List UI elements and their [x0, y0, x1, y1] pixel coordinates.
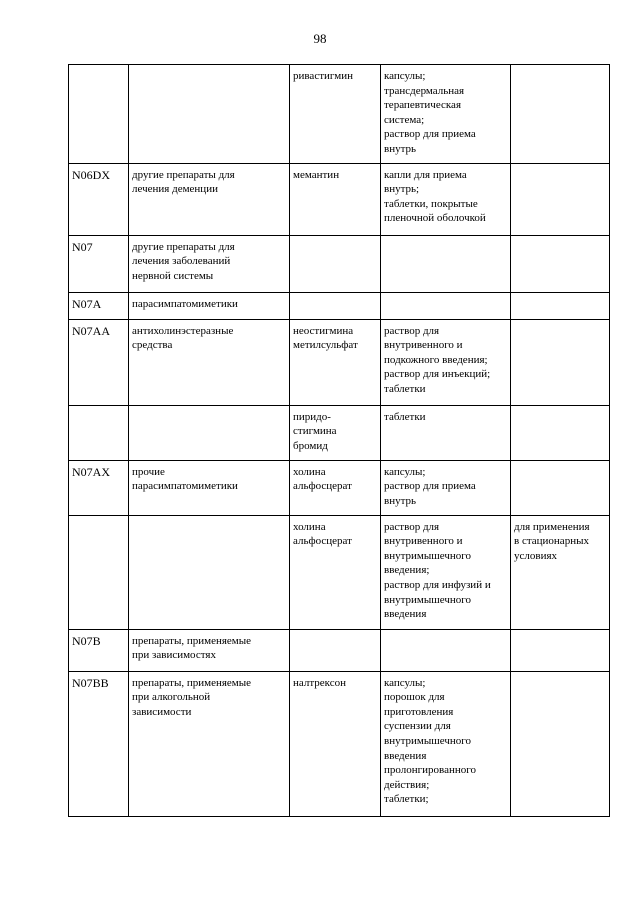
cell-text-line: пленочной оболочкой: [384, 212, 486, 225]
cell-text-line: условиях: [514, 549, 558, 562]
cell-text-line: в стационарных: [514, 535, 589, 548]
cell-text-line: терапевтическая: [384, 99, 461, 112]
cell-text-line: альфосцерат: [293, 480, 352, 493]
cell-text-line: система;: [384, 113, 425, 126]
cell-text-line: неостигмина: [293, 324, 354, 337]
drug-name-cell: [290, 235, 381, 292]
drug-name-cell: [290, 460, 381, 515]
note-cell: [511, 629, 610, 671]
drug-name-cell: [290, 163, 381, 235]
dosage-form-cell: [381, 235, 511, 292]
cell-text-line: порошок для: [384, 691, 445, 704]
dosage-form-cell: [381, 515, 511, 629]
anatomical-group-cell: [129, 235, 290, 292]
table-row: [69, 292, 610, 319]
atc-code-cell: [69, 405, 129, 460]
drug-name-cell: [290, 319, 381, 405]
page-number: 98: [313, 31, 327, 46]
atc-code-cell: [69, 515, 129, 629]
cell-text-line: ривастигмин: [293, 70, 353, 82]
cell-text: N07: [72, 239, 93, 254]
table-row: [69, 460, 610, 515]
cell-text-line: таблетки;: [384, 793, 429, 806]
cell-text-line: холина: [293, 520, 326, 533]
dosage-form-cell: [381, 319, 511, 405]
cell-text-line: внутрь;: [384, 183, 420, 196]
cell-text-line: внутримышечного: [384, 593, 471, 606]
cell-text-line: при зависимостях: [132, 649, 216, 662]
atc-code-cell: [69, 629, 129, 671]
note-cell: [511, 163, 610, 235]
anatomical-group-cell: [129, 671, 290, 816]
cell-text-line: внутримышечного: [384, 734, 471, 747]
atc-code-cell: [69, 671, 129, 816]
atc-code-cell: [69, 235, 129, 292]
cell-text-line: при алкогольной: [132, 691, 211, 704]
drug-name-cell: [290, 292, 381, 319]
cell-text-line: бромид: [293, 439, 328, 452]
drug-name-cell: [290, 515, 381, 629]
cell-text-line: холина: [293, 465, 326, 478]
cell-text-line: налтрексон: [293, 676, 347, 689]
atc-code-cell: [69, 460, 129, 515]
table-row: [69, 629, 610, 671]
atc-code-cell: [69, 65, 129, 164]
cell-text-line: внутримышечного: [384, 549, 471, 562]
dosage-form-cell: [381, 163, 511, 235]
cell-text-line: капсулы;: [384, 70, 426, 82]
medicines-table: [68, 64, 610, 817]
table-row: [69, 65, 610, 164]
atc-code-cell: [69, 292, 129, 319]
anatomical-group-cell: [129, 65, 290, 164]
cell-text-line: парасимпатомиметики: [132, 480, 238, 493]
atc-code-cell: [69, 319, 129, 405]
cell-text-line: капсулы;: [384, 676, 426, 689]
note-cell: [511, 292, 610, 319]
anatomical-group-cell: [129, 319, 290, 405]
cell-text-line: метилсульфат: [293, 339, 358, 352]
note-cell: [511, 671, 610, 816]
cell-text-line: нервной системы: [132, 269, 214, 282]
anatomical-group-cell: [129, 405, 290, 460]
cell-text-line: средства: [132, 339, 173, 352]
note-cell: [511, 460, 610, 515]
table-row: [69, 319, 610, 405]
cell-text: N07AX: [72, 464, 110, 479]
cell-text: N07A: [72, 296, 102, 311]
cell-text-line: препараты, применяемые: [132, 676, 252, 689]
note-cell: [511, 65, 610, 164]
cell-text-line: раствор для: [384, 520, 440, 533]
dosage-form-cell: [381, 460, 511, 515]
cell-text-line: подкожного введения;: [384, 353, 488, 366]
anatomical-group-cell: [129, 163, 290, 235]
cell-text-line: введения;: [384, 564, 430, 577]
cell-text: N06DX: [72, 167, 110, 182]
cell-text-line: таблетки: [384, 382, 426, 395]
cell-text-line: приготовления: [384, 705, 454, 718]
cell-text-line: прочие: [132, 465, 165, 478]
cell-text-line: таблетки, покрытые: [384, 197, 478, 210]
cell-text-line: раствор для приема: [384, 480, 476, 493]
dosage-form-cell: [381, 629, 511, 671]
table-row: [69, 163, 610, 235]
cell-text-line: антихолинэстеразные: [132, 324, 234, 337]
anatomical-group-cell: [129, 629, 290, 671]
table-row: [69, 515, 610, 629]
cell-text-line: для применения: [514, 520, 590, 533]
table-row: [69, 671, 610, 816]
cell-text-line: мемантин: [293, 168, 340, 181]
cell-text-line: внутрь: [384, 142, 417, 155]
cell-text-line: пиридо-: [293, 410, 331, 423]
cell-text-line: парасимпатомиметики: [132, 297, 238, 310]
dosage-form-cell: [381, 405, 511, 460]
cell-text-line: капли для приема: [384, 168, 467, 181]
dosage-form-cell: [381, 671, 511, 816]
cell-text-line: суспензии для: [384, 720, 451, 733]
cell-text-line: стигмина: [293, 425, 337, 438]
cell-text-line: внутривенного и: [384, 339, 463, 352]
drug-name-cell: [290, 405, 381, 460]
cell-text-line: трансдермальная: [384, 84, 465, 97]
cell-text-line: лечения деменции: [132, 183, 218, 196]
drug-name-cell: [290, 65, 381, 164]
drug-name-cell: [290, 671, 381, 816]
cell-text-line: препараты, применяемые: [132, 634, 252, 647]
cell-text-line: раствор для: [384, 324, 440, 337]
note-cell: [511, 319, 610, 405]
drug-name-cell: [290, 629, 381, 671]
anatomical-group-cell: [129, 515, 290, 629]
cell-text-line: лечения заболеваний: [132, 255, 231, 268]
cell-text-line: внутрь: [384, 494, 417, 507]
cell-text-line: раствор для инъекций;: [384, 368, 491, 381]
cell-text-line: раствор для приема: [384, 128, 476, 141]
cell-text-line: раствор для инфузий и: [384, 578, 491, 591]
cell-text-line: капсулы;: [384, 465, 426, 478]
dosage-form-cell: [381, 65, 511, 164]
table-row: [69, 235, 610, 292]
cell-text-line: зависимости: [132, 705, 192, 718]
cell-text: N07BB: [72, 675, 109, 690]
cell-text-line: действия;: [384, 778, 430, 791]
cell-text-line: внутривенного и: [384, 535, 463, 548]
note-cell: [511, 235, 610, 292]
note-cell: [511, 515, 610, 629]
anatomical-group-cell: [129, 460, 290, 515]
dosage-form-cell: [381, 292, 511, 319]
cell-text-line: пролонгированного: [384, 764, 476, 777]
cell-text-line: другие препараты для: [132, 240, 235, 253]
atc-code-cell: [69, 163, 129, 235]
cell-text-line: введения: [384, 608, 427, 621]
anatomical-group-cell: [129, 292, 290, 319]
cell-text-line: таблетки: [384, 410, 426, 423]
note-cell: [511, 405, 610, 460]
cell-text-line: другие препараты для: [132, 168, 235, 181]
cell-text: N07AA: [72, 323, 110, 338]
cell-text: N07B: [72, 633, 101, 648]
cell-text-line: введения: [384, 749, 427, 762]
cell-text-line: альфосцерат: [293, 535, 352, 548]
table-row: [69, 405, 610, 460]
